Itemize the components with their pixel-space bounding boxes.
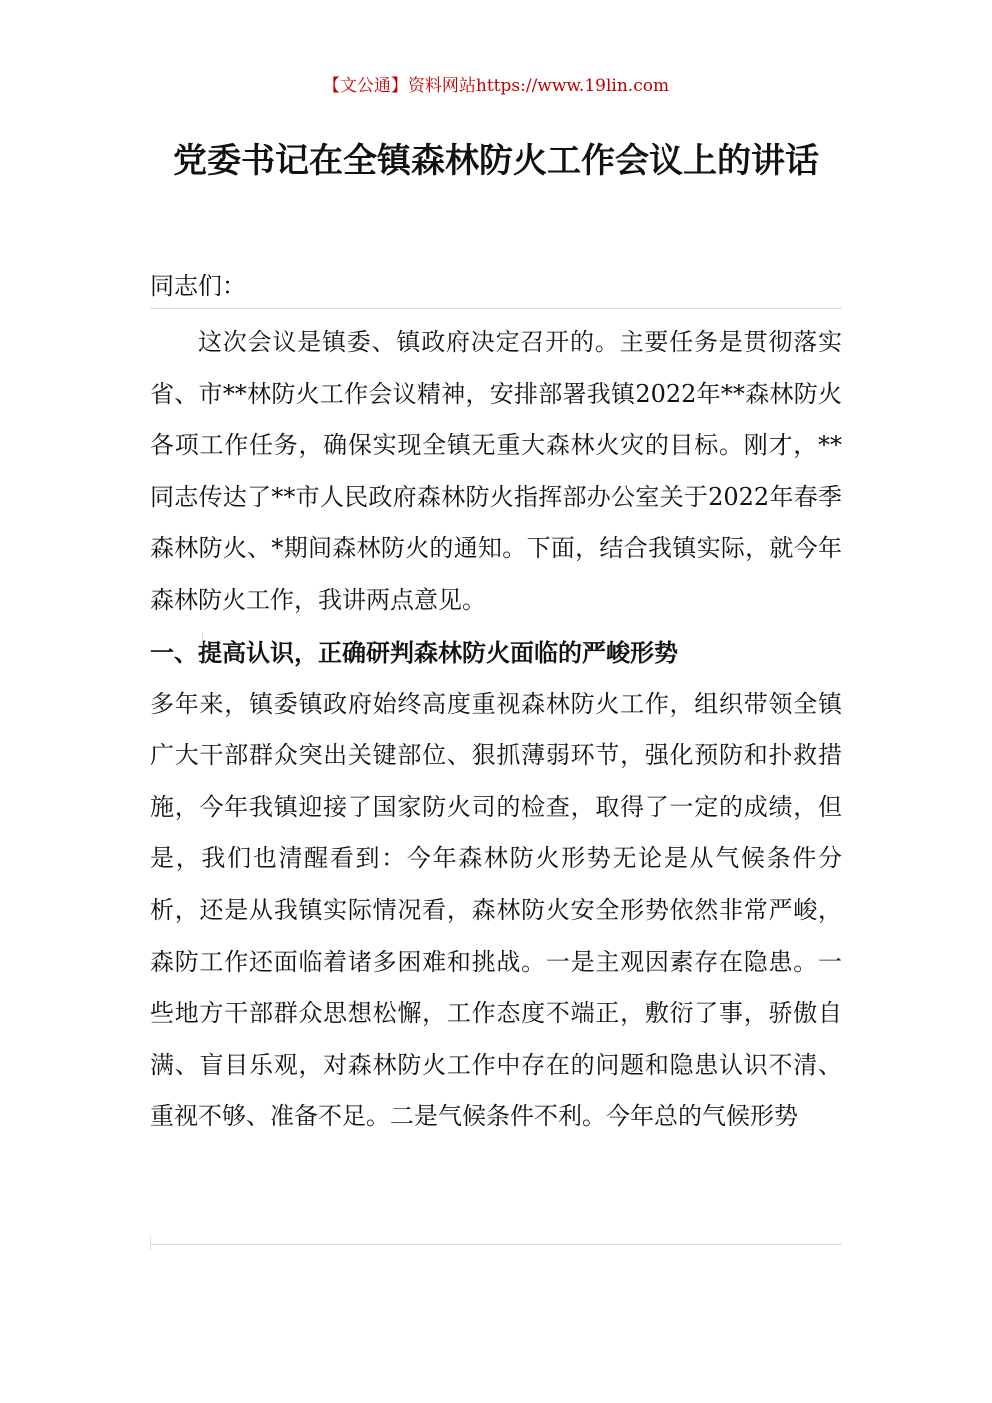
divider: [150, 308, 842, 309]
intro-paragraph: 这次会议是镇委、镇政府决定召开的。主要任务是贯彻落实省、市**林防火工作会议精神，安排部署我镇2022年**森林防火各项工作任务，确保实现全镇无重大森林火灾的目标。刚才，**同志传达了**市人民政府森林防火指挥部办公室关于2022年春季森林防火、*期间森林防火的通知。下面，结合我镇实际，就今年森林防火工作，我讲两点意见。: [150, 328, 842, 614]
document-title: 党委书记在全镇森林防火工作会议上的讲话: [173, 141, 819, 181]
section-heading: 一、提高认识，正确研判森林防火面临的严峻形势: [150, 637, 678, 667]
corner-mark: [150, 1236, 151, 1250]
site-header: 【文公通】资料网站https://www.19lin.com: [322, 76, 670, 96]
bottom-divider: [150, 1244, 842, 1245]
document-body: [150, 264, 842, 1143]
section-paragraph: 多年来，镇委镇政府始终高度重视森林防火工作，组织带领全镇广大干部群众突出关键部位、狠抓薄弱环节，强化预防和扑救措施，今年我镇迎接了国家防火司的检查，取得了一定的成绩，但是，我们也清醒看到：今年森林防火形势无论是从气候条件分析，还是从我镇实际情况看，森林防火安全形势依然非常严峻，森防工作还面临着诸多困难和挑战。一是主观因素存在隐患。一些地方干部群众思想松懈，工作态度不端正，敷衍了事，骄傲自满、盲目乐观，对森林防火工作中存在的问题和隐患认识不清、重视不够、准备不足。二是气候条件不利。今年总的气候形势: [150, 689, 842, 1131]
margin-mark: [202, 632, 203, 646]
salutation: 同志们：: [150, 272, 246, 300]
